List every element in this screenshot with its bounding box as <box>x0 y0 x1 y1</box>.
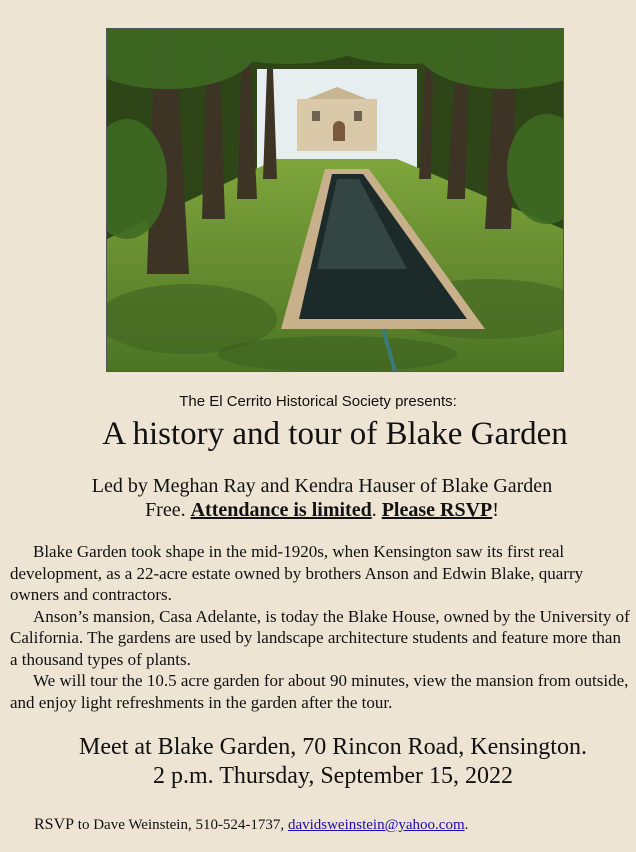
free-text: Free. <box>145 499 191 521</box>
rsvp-contact: to Dave Weinstein, 510-524-1737, <box>74 817 288 833</box>
paragraph-tour: We will tour the 10.5 acre garden for about 90 minutes, view the mansion from outside, and enjoy light refreshments in the garden after the tour. <box>10 671 629 712</box>
admission-line <box>0 498 636 522</box>
rsvp-end: . <box>464 817 469 833</box>
presenter-line: The El Cerrito Historical Society presents: <box>179 393 457 410</box>
attendance-limited-text: Attendance is limited <box>190 499 372 521</box>
meeting-location: Meet at Blake Garden, 70 Rincon Road, Kensington. <box>79 734 587 760</box>
separator-text: . <box>371 499 382 521</box>
garden-photo <box>106 28 564 372</box>
paragraph-mansion: Anson’s mansion, Casa Adelante, is today the Blake House, owned by the University of California. The gardens are used by landscape architecture students and feature more than a thousand types of plants. <box>10 606 630 669</box>
email-link[interactable]: davidsweinstein@yahoo.com <box>287 817 465 833</box>
garden-photo-icon <box>107 29 563 371</box>
description <box>10 541 632 713</box>
rsvp-line <box>34 816 468 834</box>
page-title: A history and tour of Blake Garden <box>102 416 568 452</box>
exclamation-text: ! <box>492 499 499 521</box>
led-by-line: Led by Meghan Ray and Kendra Hauser of Blake Garden <box>91 475 553 497</box>
paragraph-history: Blake Garden took shape in the mid-1920s, when Kensington saw its first real development, as a 22-acre estate owned by brothers Anson and Edwin Blake, quarry owners and contractors. <box>10 542 584 604</box>
please-rsvp-text: Please RSVP <box>381 499 493 521</box>
rsvp-label: RSVP <box>34 816 75 833</box>
event-datetime: 2 p.m. Thursday, September 15, 2022 <box>153 763 513 789</box>
